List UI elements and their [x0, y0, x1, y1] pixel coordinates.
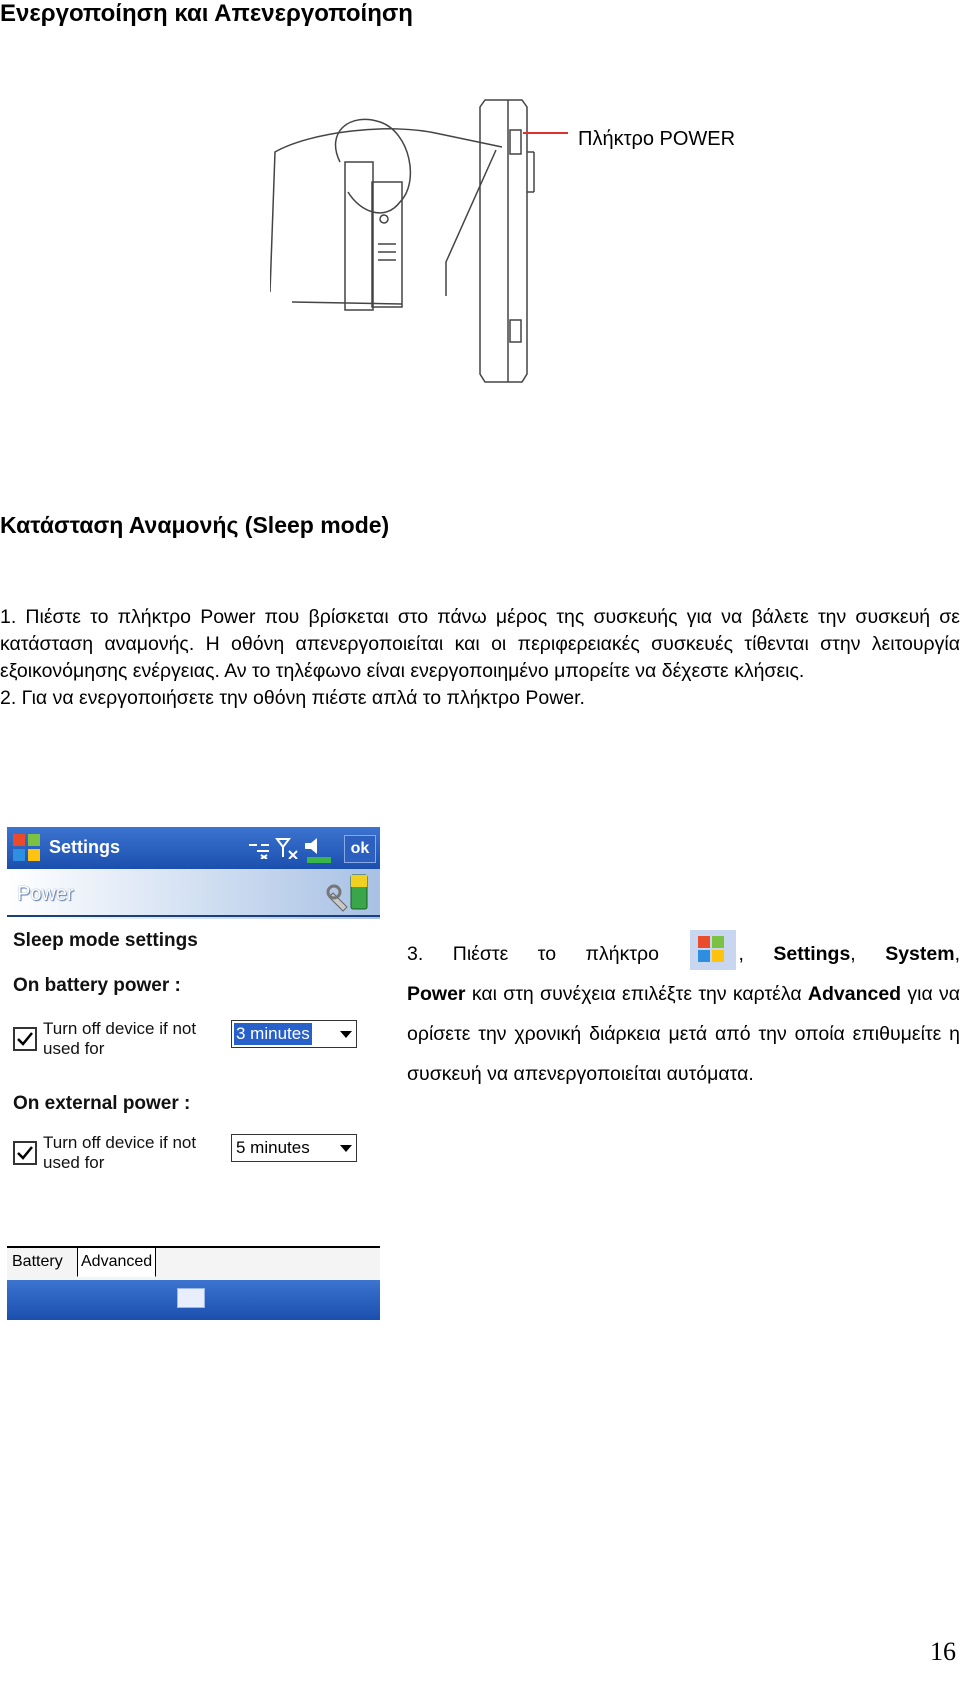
external-heading: On external power :	[13, 1093, 191, 1114]
header-divider	[7, 915, 380, 917]
step-3-body: Power και στη συνέχεια επιλέξτε την καρτέλα Advanced για να ορίσετε την χρονική διάρκεια μετά από την οποία επιθυμείτε η συσκευή να απενεργοποιείται αυτόματα.	[407, 983, 960, 1085]
check-icon	[15, 1143, 35, 1163]
instructions	[0, 604, 960, 712]
title-bar	[7, 827, 380, 869]
power-button-label: Πλήκτρο POWER	[578, 128, 736, 150]
section-title: Κατάσταση Αναμονής (Sleep mode)	[0, 512, 390, 538]
step-2: 2. Για να ενεργοποιήσετε την οθόνη πιέστε απλά το πλήκτρο Power.	[0, 687, 585, 709]
check-icon	[15, 1029, 35, 1049]
page-header	[7, 869, 380, 919]
bottom-bar	[7, 1280, 380, 1320]
step-3	[407, 930, 960, 1094]
external-checkbox-label: Turn off device if not used for	[43, 1133, 197, 1172]
ok-button[interactable]: ok	[344, 835, 376, 863]
power-settings-icon	[325, 871, 375, 917]
page-title: Ενεργοποίηση και Απενεργοποίηση	[0, 0, 413, 27]
keyboard-icon[interactable]	[177, 1288, 205, 1308]
sleep-settings-heading: Sleep mode settings	[13, 930, 198, 951]
start-button-icon	[690, 930, 736, 970]
external-timeout-value: 5 minutes	[236, 1138, 310, 1157]
connectivity-icon[interactable]	[247, 837, 271, 859]
chevron-down-icon	[340, 1031, 352, 1038]
battery-checkbox-label: Turn off device if not used for	[43, 1019, 197, 1058]
tab-advanced[interactable]: Advanced	[77, 1248, 156, 1277]
power-page-title: Power	[17, 883, 74, 905]
volume-battery-icon[interactable]	[303, 835, 337, 865]
step-3-line-1: 3. Πιέστε το πλήκτρο , Settings, System,	[407, 930, 960, 974]
battery-timeout-select[interactable]	[231, 1020, 357, 1048]
external-checkbox[interactable]	[13, 1141, 37, 1165]
chevron-down-icon	[340, 1145, 352, 1152]
tab-battery[interactable]: Battery	[12, 1253, 63, 1270]
device-side-illustration	[270, 92, 570, 412]
app-title: Settings	[49, 837, 121, 857]
step-1: 1. Πιέστε το πλήκτρο Power που βρίσκεται στο πάνω μέρος της συσκευής για να βάλετε την συσκευή σε κατάσταση αναμονής. Η οθόνη απενεργοποιείται και οι περιφερειακές συσκευές τίθενται στην λειτουργία εξοικονόμησης ενέργειας. Αν το τηλέφωνο είναι ενεργοποιημένο μπορείτε να δέχεστε κλήσεις.	[0, 606, 960, 682]
page-number: 16	[930, 1637, 956, 1666]
windows-start-icon[interactable]	[11, 832, 43, 864]
battery-heading: On battery power :	[13, 975, 181, 996]
device-screenshot	[7, 827, 380, 1320]
tab-strip	[7, 1246, 380, 1280]
external-timeout-select[interactable]	[231, 1134, 357, 1162]
battery-timeout-value: 3 minutes	[236, 1024, 310, 1043]
battery-checkbox[interactable]	[13, 1027, 37, 1051]
signal-off-icon[interactable]	[275, 837, 299, 859]
